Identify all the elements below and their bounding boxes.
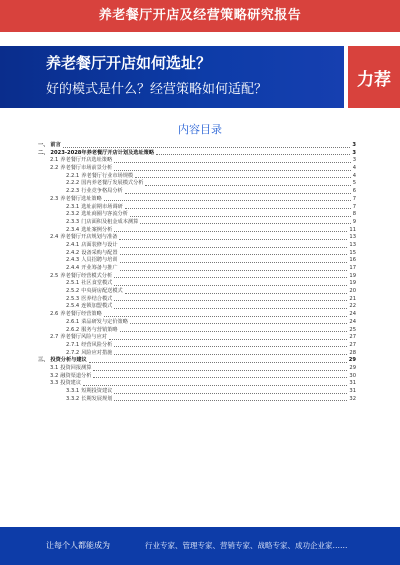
toc-entry-label (50, 334, 109, 342)
toc-entry-text: 门店面积及租金成本测算 (81, 218, 139, 225)
toc-leader-dots (83, 385, 347, 386)
toc-leader-dots (114, 393, 347, 394)
toc-entry-text: 养老餐厅经营策略 (60, 311, 102, 318)
toc-entry-number: 2.2 (50, 165, 59, 172)
toc-page-number: 3 (352, 142, 356, 148)
toc-entry[interactable] (38, 280, 356, 288)
toc-leader-dots (130, 323, 347, 324)
toc-entry-label (66, 396, 114, 404)
toc-entry-number: 2.5.1 (66, 280, 80, 287)
toc-leader-dots (125, 293, 347, 294)
toc-entry-label (50, 365, 93, 373)
toc-entry-text: 选址案例分析 (81, 226, 113, 233)
toc-entry-number: 2.7 (50, 334, 59, 341)
toc-leader-dots (145, 185, 351, 186)
toc-page-number: 32 (349, 395, 356, 402)
toc-entry[interactable] (38, 142, 356, 150)
toc-leader-dots (114, 308, 347, 309)
toc-entry-text: 养老餐厅市场前景分析 (60, 165, 113, 172)
toc-leader-dots (135, 177, 351, 178)
toc-entry-number: 2.3 (50, 195, 59, 202)
toc-entry-text: 经营风险分析 (81, 341, 113, 348)
toc-page-number: 20 (349, 288, 356, 295)
table-of-contents (38, 142, 356, 403)
toc-leader-dots (120, 270, 347, 271)
toc-entry[interactable] (38, 257, 356, 265)
toc-page-number: 19 (349, 272, 356, 279)
toc-entry-number: 2.4 (50, 234, 59, 241)
toc-entry-text: 短期投资建议 (81, 388, 113, 394)
toc-entry-text: 养老餐厅行业市场规模 (81, 172, 134, 179)
toc-entry-label (50, 196, 104, 204)
toc-entry-number: 2.4.4 (66, 265, 80, 271)
toc-entry-number: 一、 (38, 142, 49, 148)
toc-entry[interactable] (38, 180, 356, 188)
toc-entry-number: 2.6 (50, 311, 59, 318)
toc-leader-dots (120, 254, 347, 255)
toc-entry-text: 投资分析与建议 (50, 357, 87, 364)
toc-page-number: 9 (352, 218, 356, 225)
toc-entry-label (50, 165, 114, 173)
toc-leader-dots (114, 354, 347, 355)
toc-entry-number: 三、 (38, 357, 49, 364)
toc-entry-text: 养老餐厅选址策略 (60, 195, 102, 202)
toc-page-number: 27 (349, 341, 356, 348)
toc-leader-dots (125, 193, 351, 194)
toc-entry-text: 开业筹备与推广 (81, 265, 118, 271)
toc-entry-label (38, 357, 89, 365)
toc-entry-text: 养老餐厅开店选址策略 (60, 157, 113, 164)
toc-entry[interactable] (38, 303, 356, 311)
toc-entry[interactable] (38, 234, 356, 242)
toc-leader-dots (120, 262, 347, 263)
footer-tags: 行业专家、管理专家、营销专家、战略专家、成功企业家…… (145, 541, 348, 550)
toc-entry-number: 2.2.3 (66, 188, 80, 195)
toc-page-number: 29 (349, 364, 356, 371)
toc-leader-dots (93, 370, 347, 371)
toc-page-number: 3 (352, 157, 356, 164)
toc-entry-label (66, 188, 125, 196)
toc-entry-text: 人员招聘与培训 (81, 257, 118, 264)
toc-entry-text: 医养结合模式 (81, 295, 113, 302)
toc-entry-text: 前言 (50, 142, 61, 148)
banner-title: 养老餐厅开店如何选址？ (46, 54, 212, 72)
toc-entry-text: 投资建议 (60, 380, 82, 387)
toc-entry-text: 服务与营销策略 (81, 326, 118, 333)
toc-entry-text: 风险应对措施 (81, 349, 113, 356)
toc-leader-dots (125, 208, 351, 209)
toc-page-number: 16 (349, 257, 356, 264)
toc-entry-text: 连锁加盟模式 (81, 303, 113, 310)
toc-entry-text: 设备采购与配置 (81, 249, 118, 256)
top-header-bar (0, 0, 400, 32)
toc-entry-number: 二、 (38, 149, 49, 156)
toc-entry-label (66, 280, 114, 288)
title-banner (0, 38, 400, 108)
footer-bar (0, 527, 400, 565)
toc-page-number: 17 (349, 265, 356, 271)
toc-entry-text: 店面装修与设计 (81, 241, 118, 248)
toc-page-number: 6 (352, 188, 356, 195)
toc-entry-label (66, 265, 120, 273)
toc-entry-number: 2.5 (50, 272, 59, 279)
toc-entry-number: 2.4.3 (66, 257, 80, 264)
toc-entry[interactable] (38, 311, 356, 319)
toc-page-number: 13 (349, 234, 356, 241)
toc-entry[interactable] (38, 157, 356, 165)
toc-entry-label (66, 180, 145, 188)
toc-entry-number: 2.5.2 (66, 288, 80, 295)
toc-page-number: 29 (348, 357, 356, 364)
toc-entry-number: 2.3.2 (66, 211, 80, 218)
toc-page-number: 5 (352, 180, 356, 187)
toc-entry-label (66, 257, 120, 265)
toc-entry[interactable] (38, 288, 356, 296)
toc-entry[interactable] (38, 165, 356, 173)
toc-entry[interactable] (38, 396, 356, 404)
toc-entry[interactable] (38, 388, 356, 396)
toc-leader-dots (104, 200, 351, 201)
toc-leader-dots (114, 400, 347, 401)
toc-entry-label (50, 157, 114, 165)
toc-entry-text: 养老餐厅风险与应对 (60, 334, 107, 341)
toc-entry[interactable] (38, 242, 356, 250)
toc-entry-number: 2.3.1 (66, 203, 80, 210)
toc-heading: 内容目录 (178, 123, 222, 136)
toc-entry-label (66, 342, 114, 350)
toc-page-number: 25 (349, 326, 356, 333)
toc-entry[interactable] (38, 334, 356, 342)
toc-entry-label (66, 288, 125, 296)
toc-entry[interactable] (38, 319, 356, 327)
toc-entry-number: 2.3.4 (66, 226, 80, 233)
toc-entry-number: 2.5.3 (66, 295, 80, 302)
toc-entry-number: 3.3.1 (66, 388, 80, 394)
toc-entry-number: 2.3.3 (66, 218, 80, 225)
toc-leader-dots (89, 362, 347, 363)
toc-entry-text: 养老餐厅开店规划与准备 (60, 234, 118, 241)
footer-slogan: 让每个人都能成为 (46, 541, 110, 550)
toc-leader-dots (119, 239, 347, 240)
toc-entry[interactable] (38, 357, 356, 365)
toc-leader-dots (114, 162, 351, 163)
toc-entry-text: 融资渠道分析 (60, 372, 92, 379)
toc-entry[interactable] (38, 196, 356, 204)
toc-entry-text: 养老餐厅经营模式分析 (60, 272, 113, 279)
toc-entry-text: 中央厨房配送模式 (81, 288, 123, 295)
toc-entry-label (66, 319, 130, 327)
toc-entry[interactable] (38, 265, 356, 273)
toc-page-number: 4 (352, 165, 356, 172)
toc-entry-label (50, 234, 119, 242)
toc-page-number: 7 (352, 195, 356, 202)
toc-entry[interactable] (38, 380, 356, 388)
toc-entry-text: 投资回报测算 (60, 364, 92, 371)
recommend-badge: 力荐 (348, 46, 400, 108)
toc-page-number: 11 (349, 226, 356, 233)
toc-entry-number: 2.7.2 (66, 349, 80, 356)
toc-entry[interactable] (38, 342, 356, 350)
toc-leader-dots (120, 331, 347, 332)
toc-leader-dots (114, 346, 347, 347)
toc-entry-text: 长期发展规划 (81, 395, 113, 402)
toc-leader-dots (156, 154, 350, 155)
toc-entry-label (66, 211, 130, 219)
toc-entry-text: 选址前期市场调研 (81, 203, 123, 210)
toc-entry-number: 2.7.1 (66, 341, 80, 348)
toc-page-number: 21 (349, 295, 356, 302)
toc-leader-dots (104, 316, 347, 317)
toc-entry-label (38, 142, 63, 150)
toc-page-number: 24 (349, 318, 356, 325)
toc-entry-text: 菜品研发与定价策略 (81, 318, 128, 325)
toc-leader-dots (120, 247, 347, 248)
toc-page-number: 31 (349, 380, 356, 387)
toc-page-number: 7 (352, 203, 356, 210)
toc-entry[interactable] (38, 188, 356, 196)
toc-entry-number: 3.3.2 (66, 395, 80, 402)
toc-leader-dots (114, 285, 347, 286)
toc-entry-number: 3.2 (50, 372, 59, 379)
toc-entry-number: 2.4.2 (66, 249, 80, 256)
toc-leader-dots (140, 223, 351, 224)
toc-entry[interactable] (38, 219, 356, 227)
toc-entry-text: 社区食堂模式 (81, 280, 113, 287)
toc-page-number: 24 (349, 311, 356, 318)
toc-entry-label (66, 242, 120, 250)
toc-entry-number: 2.6.2 (66, 326, 80, 333)
toc-leader-dots (114, 231, 347, 232)
toc-entry-label (66, 303, 114, 311)
toc-entry[interactable] (38, 373, 356, 381)
toc-page-number: 31 (349, 388, 356, 394)
toc-page-number: 30 (349, 372, 356, 379)
toc-leader-dots (114, 277, 347, 278)
toc-leader-dots (109, 339, 347, 340)
toc-page-number: 8 (352, 211, 356, 218)
toc-entry[interactable] (38, 211, 356, 219)
toc-page-number: 4 (352, 172, 356, 179)
toc-entry-number: 2.1 (50, 157, 59, 164)
toc-entry-text: 行业竞争格局分析 (81, 188, 123, 195)
toc-page-number: 28 (349, 349, 356, 356)
toc-page-number: 3 (352, 149, 356, 156)
toc-page-number: 19 (349, 280, 356, 287)
banner-subtitle: 好的模式是什么？经营策略如何适配？ (46, 82, 268, 97)
toc-leader-dots (93, 377, 347, 378)
toc-leader-dots (63, 147, 350, 148)
toc-page-number: 13 (349, 241, 356, 248)
toc-entry-text: 选址商圈与客流分析 (81, 211, 128, 218)
toc-page-number: 22 (349, 303, 356, 310)
toc-entry-number: 2.2.2 (66, 180, 80, 187)
toc-entry[interactable] (38, 365, 356, 373)
toc-entry-text: 国内养老餐厅发展模式分析 (81, 180, 144, 187)
toc-entry-number: 2.4.1 (66, 241, 80, 248)
toc-entry-label (50, 311, 104, 319)
toc-entry-label (50, 380, 83, 388)
toc-entry-number: 2.6.1 (66, 318, 80, 325)
report-header-title: 养老餐厅开店及经营策略研究报告 (98, 8, 302, 23)
toc-entry-number: 2.2.1 (66, 172, 80, 179)
toc-entry-number: 3.1 (50, 364, 59, 371)
toc-leader-dots (114, 300, 347, 301)
toc-entry-number: 3.3 (50, 380, 59, 387)
toc-leader-dots (130, 216, 351, 217)
toc-page-number: 15 (349, 249, 356, 256)
toc-leader-dots (114, 170, 351, 171)
toc-page-number: 27 (349, 334, 356, 341)
toc-entry-text: 2023-2028年养老餐厅开店计划及选址策略 (50, 149, 155, 156)
toc-entry-label (66, 388, 114, 396)
toc-entry-number: 2.5.4 (66, 303, 80, 310)
toc-entry-label (66, 219, 140, 227)
